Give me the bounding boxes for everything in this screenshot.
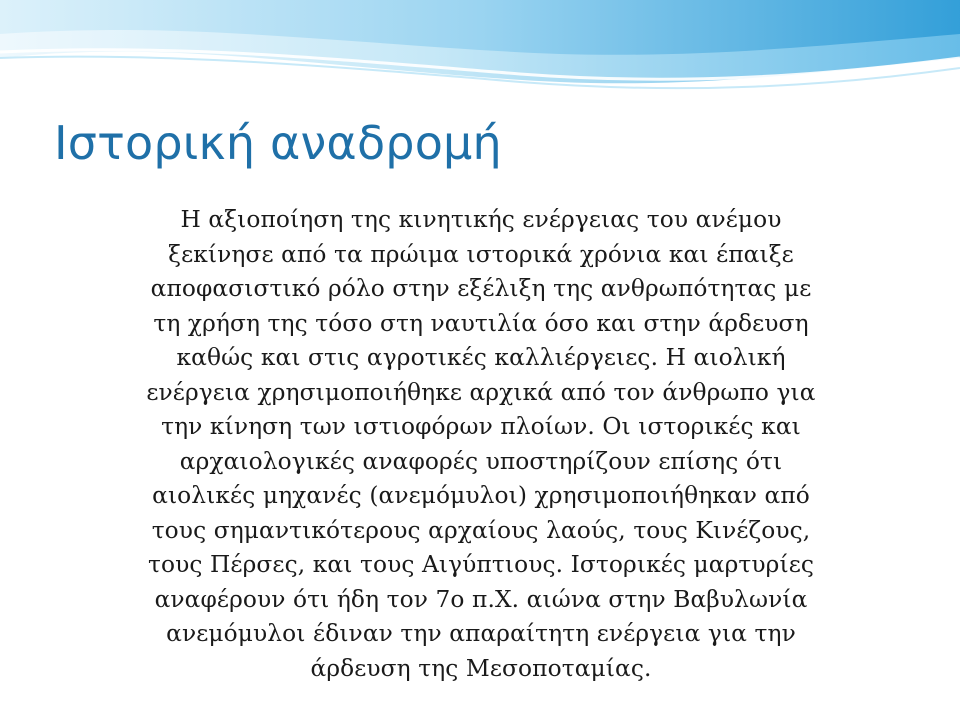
body-line: αιολικές μηχανές (ανεμόμυλοι) χρησιμοποιήθηκαν από xyxy=(152,482,810,509)
body-line: άρδευση της Μεσοποταμίας. xyxy=(310,654,652,682)
body-line: καθώς και στις αγροτικές καλλιέργειες. Η αιολική xyxy=(176,344,786,371)
body-line: ανεμόμυλοι έδιναν την απαραίτητη ενέργεια για την xyxy=(166,620,796,647)
body-line: Η αξιοποίηση της κινητικής ενέργειας του ανέμου xyxy=(180,206,782,233)
body-line: την κίνηση των ιστιοφόρων πλοίων. Οι ιστορικές και xyxy=(161,413,801,440)
body-line: ενέργεια χρησιμοποιήθηκε αρχικά από τον άνθρωπο για xyxy=(146,378,816,406)
body-line: τους Πέρσες, και τους Αιγύπτιους. Ιστορικές μαρτυρίες xyxy=(147,551,815,578)
slide-title: Ιστορική αναδρομή xyxy=(54,116,502,170)
decorative-wave-banner xyxy=(0,0,960,110)
body-line: τους σημαντικότερους αρχαίους λαούς, τους Κινέζους, xyxy=(151,516,811,544)
slide-body-text xyxy=(70,203,892,686)
body-line: αναφέρουν ότι ήδη τον 7ο π.Χ. αιώνα στην Βαβυλωνία xyxy=(154,585,808,613)
body-line: αρχαιολογικές αναφορές υποστηρίζουν επίσης ότι xyxy=(179,447,783,475)
body-line: ξεκίνησε από τα πρώιμα ιστορικά χρόνια και έπαιξε xyxy=(168,240,794,268)
body-line: τη χρήση της τόσο στη ναυτιλία όσο και στην άρδευση xyxy=(153,309,809,337)
body-line: αποφασιστικό ρόλο στην εξέλιξη της ανθρωπότητας με xyxy=(150,275,812,302)
